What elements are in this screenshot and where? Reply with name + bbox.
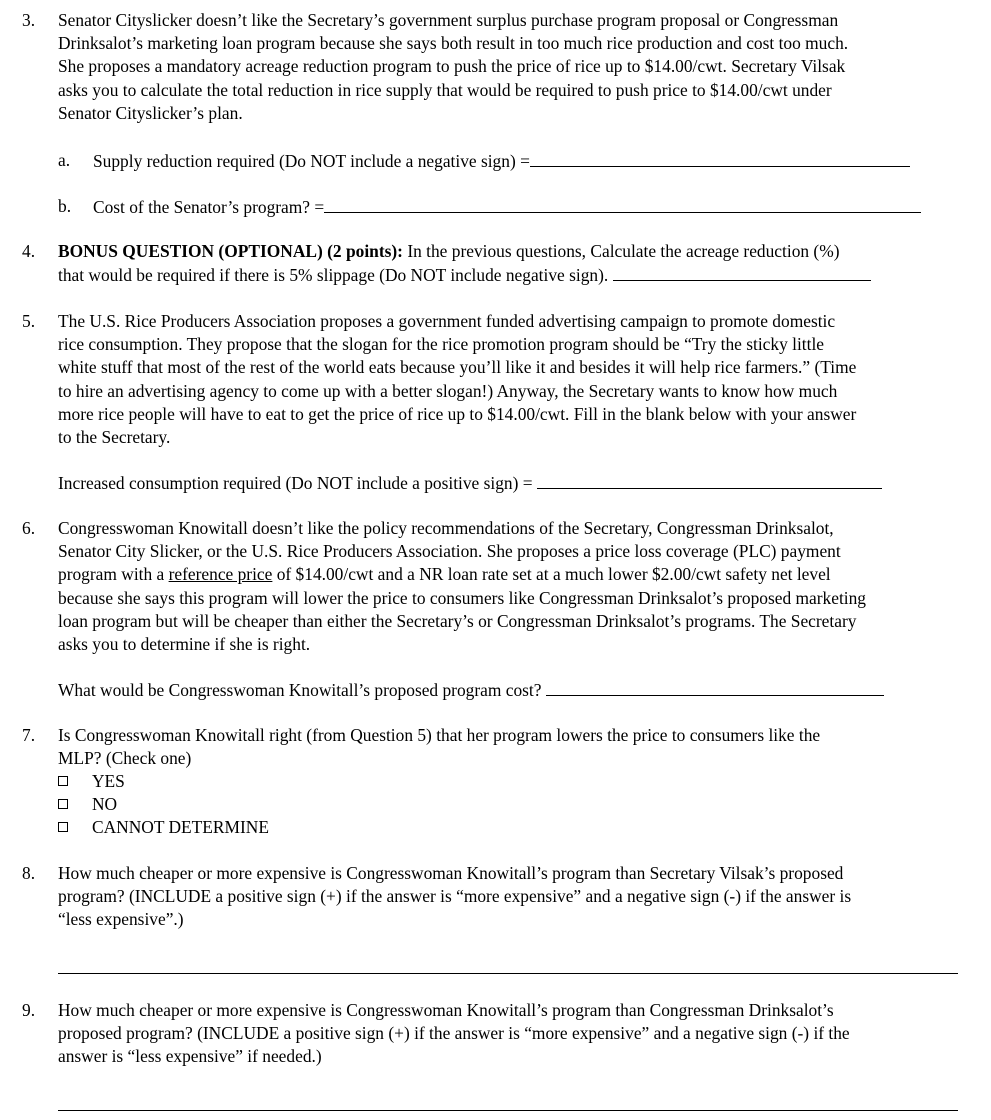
subquestion-a-letter: a. bbox=[58, 150, 71, 170]
answer-line bbox=[58, 678, 884, 702]
bonus-label: BONUS QUESTION (OPTIONAL) (2 points): bbox=[58, 241, 403, 261]
checkbox-icon[interactable] bbox=[58, 822, 68, 832]
text-line: that would be required if there is 5% slippage (Do NOT include negative sign). bbox=[58, 263, 871, 287]
text-line: more rice people will have to eat to get the price of rice up to $14.00/cwt. Fill in the blank below with your answer bbox=[58, 403, 857, 424]
subquestion-b bbox=[93, 195, 921, 219]
text-line: MLP? (Check one) bbox=[58, 748, 192, 769]
reference-price-term: reference price bbox=[168, 564, 273, 585]
question-number: 6. bbox=[22, 518, 36, 538]
answer-label: Increased consumption required (Do NOT include a positive sign) = bbox=[58, 473, 533, 493]
question-text bbox=[58, 862, 851, 932]
text-line: Senator Cityslicker’s plan. bbox=[58, 102, 243, 123]
question-number: 9. bbox=[22, 1000, 36, 1020]
question-text bbox=[58, 310, 856, 449]
text-line: rice consumption. They propose that the slogan for the rice promotion program should be “Try the sticky little bbox=[58, 334, 825, 355]
knowitall-cost-answer-blank[interactable] bbox=[546, 678, 884, 696]
text-line: Is Congresswoman Knowitall right (from Question 5) that her program lowers the price to consumers like the bbox=[58, 725, 821, 745]
text-line: asks you to calculate the total reduction in rice supply that would be required to push price to $14.00/cwt under bbox=[58, 79, 832, 100]
answer-line-q9[interactable] bbox=[58, 1110, 958, 1111]
option-cannot-determine[interactable] bbox=[58, 816, 269, 839]
text-line: Senator City Slicker, or the U.S. Rice Producers Association. She proposes a price loss coverage (PLC) payment bbox=[58, 541, 841, 562]
text-line: answer is “less expensive” if needed.) bbox=[58, 1046, 322, 1067]
question-number: 7. bbox=[22, 725, 36, 745]
subquestion-b-letter: b. bbox=[58, 196, 72, 216]
text-line: loan program but will be cheaper than either the Secretary’s or Congressman Drinksalot’s programs. The Secretary bbox=[58, 610, 857, 631]
option-yes[interactable] bbox=[58, 770, 125, 793]
consumption-answer-blank[interactable] bbox=[537, 471, 882, 489]
text-line: Congresswoman Knowitall doesn’t like the policy recommendations of the Secretary, Congressman Drinksalot, bbox=[58, 518, 834, 538]
text-line: white stuff that most of the rest of the world eats because you’ll like it and besides it will help rice farmers.” (Time bbox=[58, 357, 857, 378]
text-line: program? (INCLUDE a positive sign (+) if the answer is “more expensive” and a negative sign (-) if the answer is bbox=[58, 886, 852, 907]
text-line: to hire an advertising agency to come up with a better slogan!) Anyway, the Secretary wants to know how much bbox=[58, 380, 838, 401]
text-line: How much cheaper or more expensive is Congresswoman Knowitall’s program than Secretary Vilsak’s proposed bbox=[58, 863, 844, 883]
answer-line bbox=[58, 471, 882, 495]
question-number: 5. bbox=[22, 311, 36, 331]
acreage-reduction-answer-blank[interactable] bbox=[613, 263, 871, 281]
text-line: She proposes a mandatory acreage reduction program to push the price of rice up to $14.00/cwt. Secretary Vilsak bbox=[58, 56, 846, 77]
option-label: CANNOT DETERMINE bbox=[92, 817, 269, 837]
option-no[interactable] bbox=[58, 793, 117, 816]
checkbox-icon[interactable] bbox=[58, 776, 68, 786]
text-line: The U.S. Rice Producers Association proposes a government funded advertising campaign to promote domestic bbox=[58, 311, 836, 331]
question-number: 8. bbox=[22, 863, 36, 883]
supply-reduction-answer-blank[interactable] bbox=[530, 149, 910, 167]
text-line: “less expensive”.) bbox=[58, 909, 184, 930]
subquestion-a bbox=[93, 149, 910, 173]
text-line: to the Secretary. bbox=[58, 427, 171, 448]
question-text bbox=[58, 999, 850, 1069]
text-line: because she says this program will lower the price to consumers like Congressman Drinksalot’s proposed marketing bbox=[58, 587, 867, 608]
answer-line-q8[interactable] bbox=[58, 973, 958, 974]
subquestion-a-text: Supply reduction required (Do NOT include a negative sign) = bbox=[93, 151, 530, 171]
text-line: Senator Cityslicker doesn’t like the Secretary’s government surplus purchase program proposal or Congressman bbox=[58, 10, 839, 30]
text-line: BONUS QUESTION (OPTIONAL) (2 points): In the previous questions, Calculate the acreage reduction (%) bbox=[58, 241, 840, 261]
option-label: NO bbox=[92, 794, 118, 814]
text-line: asks you to determine if she is right. bbox=[58, 634, 311, 655]
text-line: How much cheaper or more expensive is Congresswoman Knowitall’s program than Congressman Drinksalot’s bbox=[58, 1000, 834, 1020]
question-text bbox=[58, 240, 871, 287]
question-text bbox=[58, 9, 848, 125]
question-text bbox=[58, 724, 820, 770]
checkbox-icon[interactable] bbox=[58, 799, 68, 809]
option-label: YES bbox=[92, 771, 125, 791]
question-text bbox=[58, 517, 866, 656]
text-line: proposed program? (INCLUDE a positive sign (+) if the answer is “more expensive” and a negative sign (-) if the bbox=[58, 1023, 850, 1044]
text-line: Drinksalot’s marketing loan program because she says both result in too much rice production and cost too much. bbox=[58, 33, 849, 54]
answer-label: What would be Congresswoman Knowitall’s proposed program cost? bbox=[58, 680, 542, 700]
question-number: 4. bbox=[22, 241, 36, 261]
question-number: 3. bbox=[22, 10, 36, 30]
subquestion-b-text: Cost of the Senator’s program? = bbox=[93, 197, 325, 217]
program-cost-answer-blank[interactable] bbox=[324, 195, 921, 213]
text-line: program with a reference price of $14.00/cwt and a NR loan rate set at a much lower $2.00/cwt safety net level bbox=[58, 564, 831, 585]
